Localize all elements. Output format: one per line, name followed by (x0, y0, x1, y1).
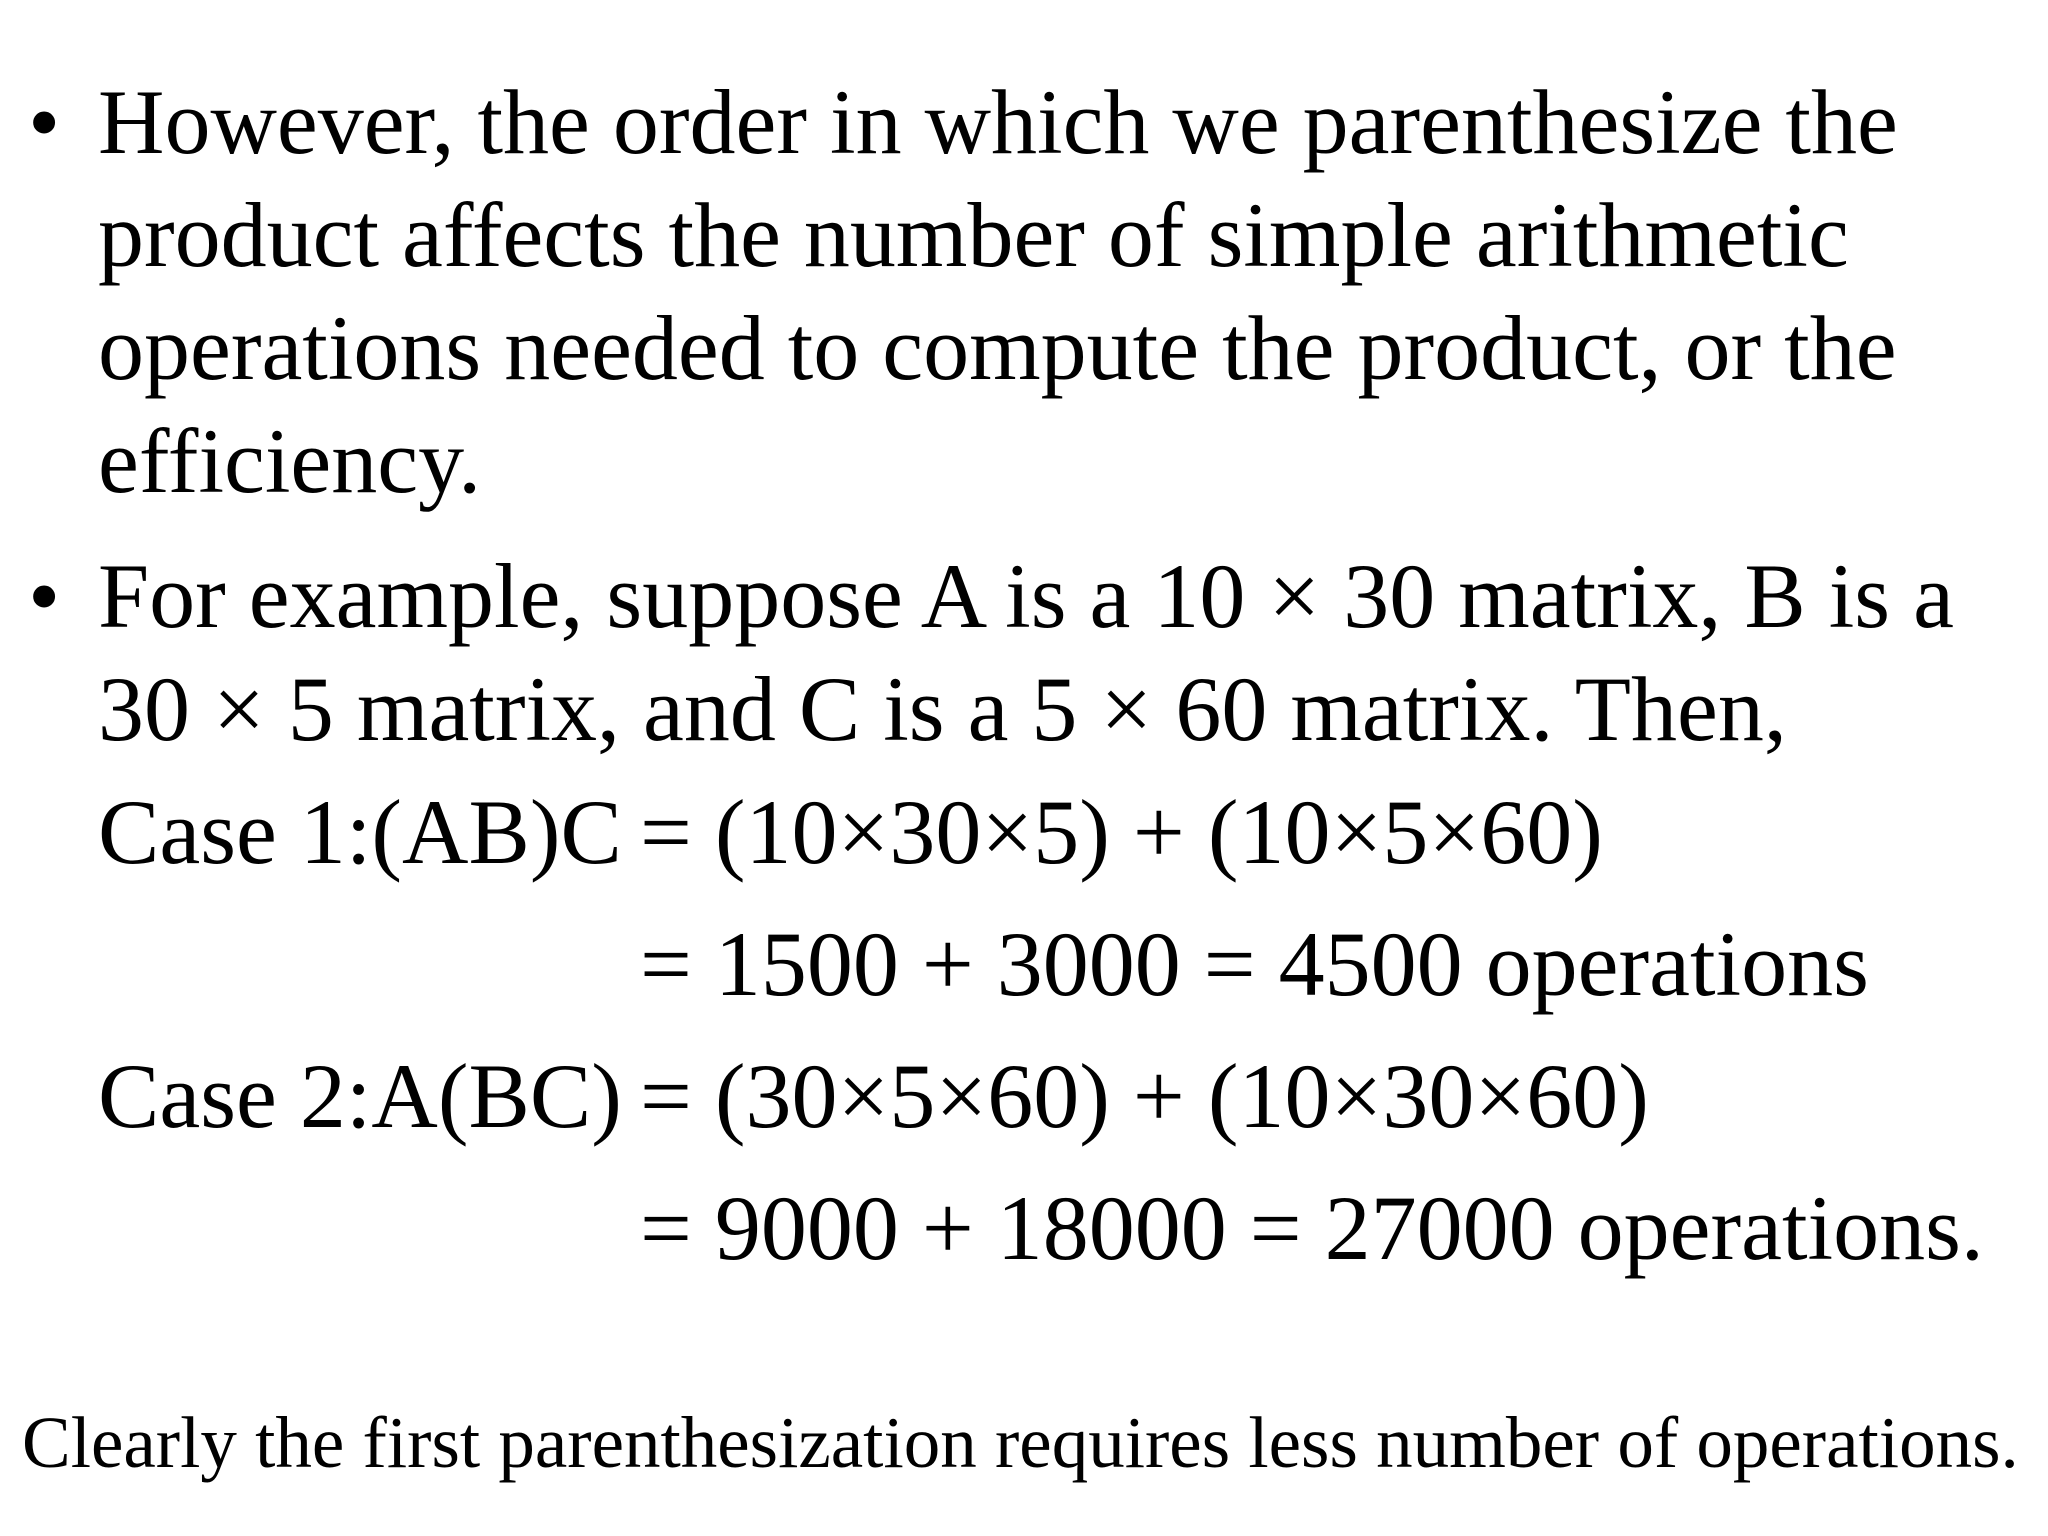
bullet-marker: • (28, 71, 61, 173)
bullet-paragraph-example (98, 540, 1954, 766)
case-1-result: = 1500 + 3000 = 4500 operations (640, 913, 1869, 1015)
conclusion-text: Clearly the first parenthesization requires less number of operations. (22, 1402, 2019, 1483)
bullet-paragraph-parenthesize-order (98, 66, 1898, 518)
bullet-marker: • (28, 545, 61, 647)
text-line: However, the order in which we parenthesize the (98, 71, 1898, 173)
text-line: efficiency. (98, 410, 482, 512)
case-2-expression: = (30×5×60) + (10×30×60) (640, 1045, 1649, 1147)
text-line: 30 × 5 matrix, and C is a 5 × 60 matrix. Then, (98, 658, 1787, 760)
text-line: product affects the number of simple arithmetic (98, 184, 1849, 286)
case-1-label: Case 1:(AB)C (98, 781, 622, 883)
text-line: For example, suppose A is a 10 × 30 matrix, B is a (98, 545, 1954, 647)
case-2-result: = 9000 + 18000 = 27000 operations. (640, 1177, 1984, 1279)
text-line: operations needed to compute the product, or the (98, 297, 1897, 399)
case-2-label: Case 2:A(BC) (98, 1045, 622, 1147)
case-1-expression: = (10×30×5) + (10×5×60) (640, 781, 1603, 883)
